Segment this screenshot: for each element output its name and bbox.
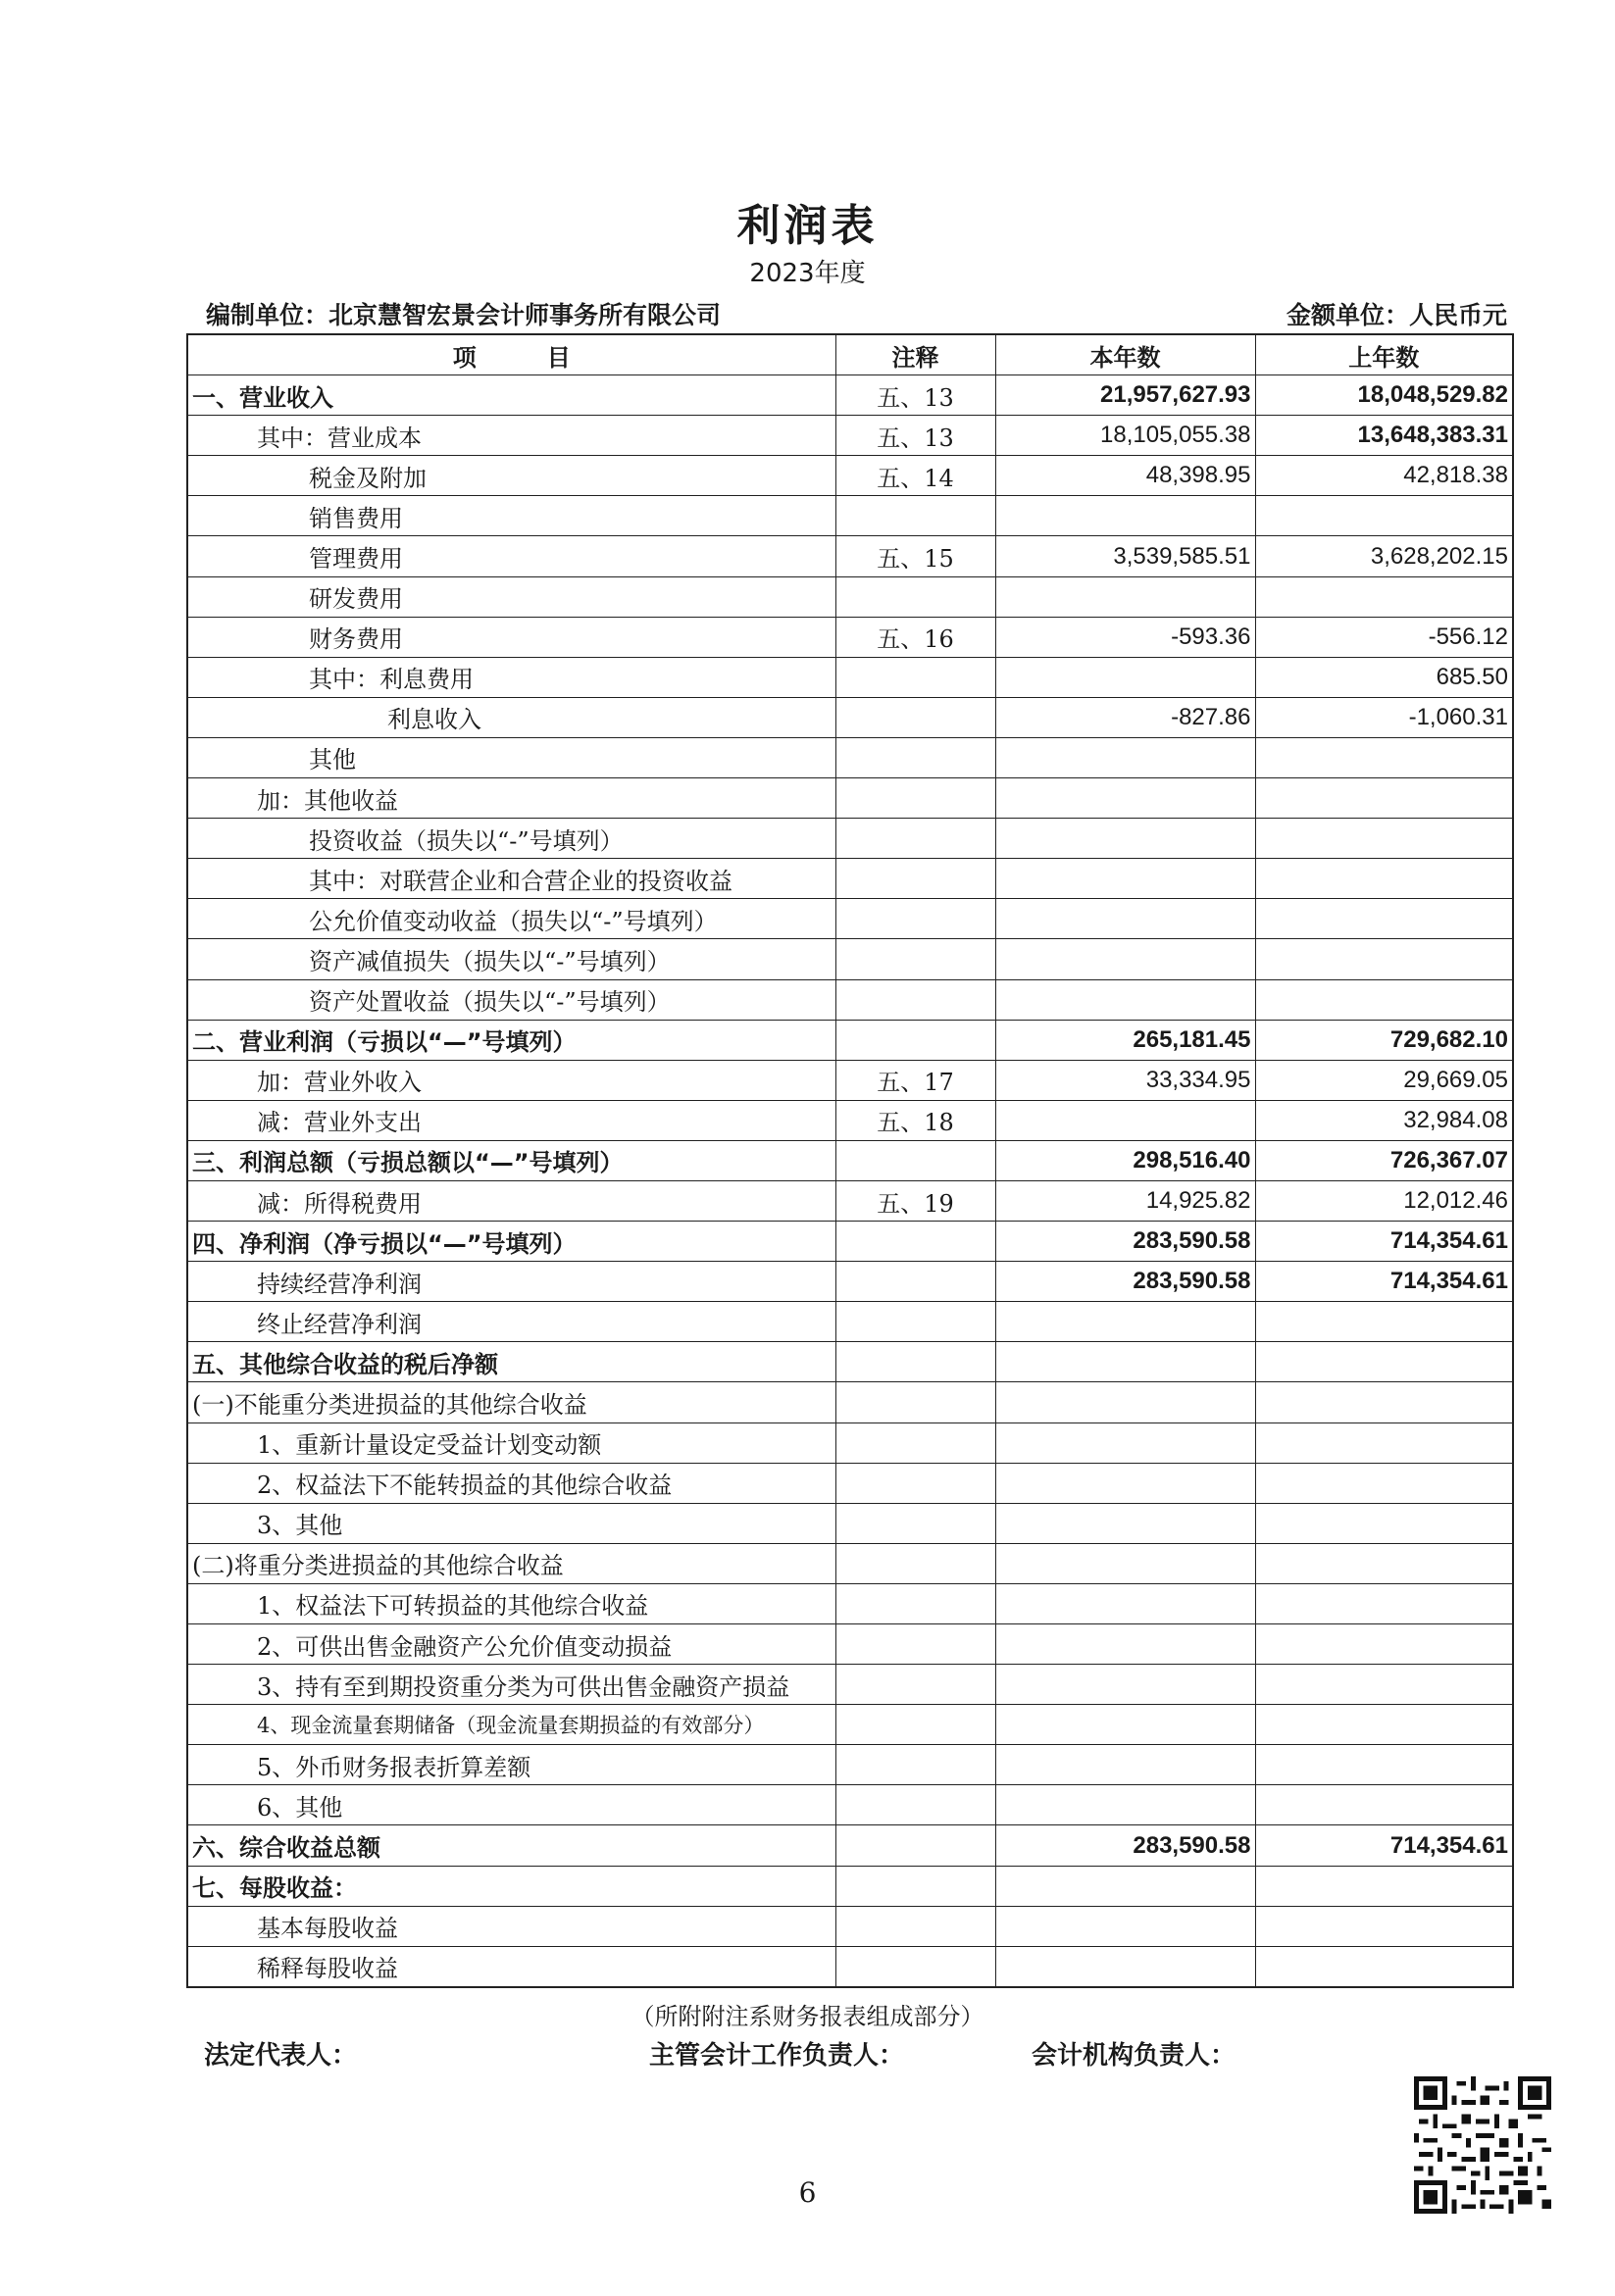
- row-prior-year-value: [1255, 1342, 1513, 1382]
- row-note: [835, 1946, 995, 1987]
- row-note: [835, 1262, 995, 1302]
- table-row: [187, 1906, 1513, 1946]
- row-note: 五、13: [835, 375, 995, 416]
- table-row: [187, 697, 1513, 737]
- row-item-label: 终止经营净利润: [187, 1302, 835, 1342]
- row-note: [835, 1665, 995, 1705]
- row-current-year-value: 21,957,627.93: [995, 375, 1255, 416]
- table-row: [187, 1180, 1513, 1221]
- table-row: [187, 1705, 1513, 1745]
- row-prior-year-value: [1255, 899, 1513, 939]
- row-prior-year-value: 42,818.38: [1255, 456, 1513, 496]
- row-current-year-value: [995, 1543, 1255, 1583]
- row-item-label: 2、权益法下不能转损益的其他综合收益: [187, 1463, 835, 1503]
- row-item-label: 七、每股收益：: [187, 1866, 835, 1906]
- page-title: 利润表: [736, 201, 879, 251]
- row-prior-year-value: 714,354.61: [1255, 1222, 1513, 1262]
- row-prior-year-value: 12,012.46: [1255, 1180, 1513, 1221]
- row-prior-year-value: [1255, 1906, 1513, 1946]
- row-item-label: 六、综合收益总额: [187, 1825, 835, 1866]
- footnote: （所附附注系财务报表组成部分）: [631, 2003, 984, 2030]
- row-item-label: 加：其他收益: [187, 778, 835, 819]
- row-current-year-value: [995, 1785, 1255, 1825]
- row-prior-year-value: [1255, 778, 1513, 819]
- row-note: [835, 496, 995, 536]
- row-prior-year-value: 729,682.10: [1255, 1020, 1513, 1060]
- signature-accounting-head: 会计机构负责人：: [1032, 2041, 1236, 2071]
- row-prior-year-value: [1255, 1665, 1513, 1705]
- table-row: [187, 1866, 1513, 1906]
- row-note: [835, 859, 995, 899]
- row-current-year-value: 283,590.58: [995, 1262, 1255, 1302]
- row-note: [835, 1222, 995, 1262]
- row-prior-year-value: -556.12: [1255, 617, 1513, 657]
- row-item-label: 稀释每股收益: [187, 1946, 835, 1987]
- row-item-label: 其中：利息费用: [187, 657, 835, 697]
- table-row: [187, 1745, 1513, 1785]
- row-current-year-value: 265,181.45: [995, 1020, 1255, 1060]
- row-item-label: 加：营业外收入: [187, 1060, 835, 1100]
- row-item-label: 3、持有至到期投资重分类为可供出售金融资产损益: [187, 1665, 835, 1705]
- row-note: [835, 1624, 995, 1665]
- row-item-label: 公允价值变动收益（损失以“-”号填列）: [187, 899, 835, 939]
- table-row: [187, 1665, 1513, 1705]
- row-note: 五、16: [835, 617, 995, 657]
- row-prior-year-value: 18,048,529.82: [1255, 375, 1513, 416]
- row-item-label: 持续经营净利润: [187, 1262, 835, 1302]
- row-item-label: 利息收入: [187, 697, 835, 737]
- row-current-year-value: [995, 657, 1255, 697]
- row-note: [835, 697, 995, 737]
- row-item-label: 减：营业外支出: [187, 1100, 835, 1140]
- row-note: [835, 1583, 995, 1623]
- table-row: [187, 1222, 1513, 1262]
- row-prior-year-value: [1255, 1423, 1513, 1463]
- report-period: 2023年度: [749, 259, 866, 288]
- row-current-year-value: 33,334.95: [995, 1060, 1255, 1100]
- row-prior-year-value: [1255, 1583, 1513, 1623]
- row-note: [835, 778, 995, 819]
- row-prior-year-value: [1255, 819, 1513, 859]
- row-prior-year-value: [1255, 1382, 1513, 1423]
- row-prior-year-value: 685.50: [1255, 657, 1513, 697]
- row-item-label: 4、现金流量套期储备（现金流量套期损益的有效部分）: [187, 1705, 835, 1745]
- row-current-year-value: [995, 1866, 1255, 1906]
- row-note: [835, 576, 995, 617]
- row-current-year-value: 14,925.82: [995, 1180, 1255, 1221]
- row-prior-year-value: [1255, 1503, 1513, 1543]
- row-prior-year-value: 13,648,383.31: [1255, 416, 1513, 456]
- row-item-label: 1、重新计量设定受益计划变动额: [187, 1423, 835, 1463]
- row-current-year-value: [995, 1624, 1255, 1665]
- income-statement-table: [186, 333, 1514, 1988]
- row-prior-year-value: [1255, 1463, 1513, 1503]
- row-item-label: 二、营业利润（亏损以“—”号填列）: [187, 1020, 835, 1060]
- row-current-year-value: [995, 1906, 1255, 1946]
- row-current-year-value: [995, 1342, 1255, 1382]
- row-current-year-value: 283,590.58: [995, 1222, 1255, 1262]
- table-row: [187, 496, 1513, 536]
- row-note: 五、19: [835, 1180, 995, 1221]
- column-header-current-year: 本年数: [995, 334, 1255, 375]
- table-row: [187, 819, 1513, 859]
- row-prior-year-value: [1255, 1624, 1513, 1665]
- row-note: 五、17: [835, 1060, 995, 1100]
- row-note: [835, 1705, 995, 1745]
- row-item-label: 税金及附加: [187, 456, 835, 496]
- row-current-year-value: -827.86: [995, 697, 1255, 737]
- table-header-row: [187, 334, 1513, 375]
- table-row: [187, 1262, 1513, 1302]
- row-current-year-value: [995, 1100, 1255, 1140]
- table-row: [187, 1100, 1513, 1140]
- table-row: [187, 979, 1513, 1020]
- row-item-label: 其他: [187, 737, 835, 777]
- row-item-label: 管理费用: [187, 536, 835, 576]
- currency-unit-label: 金额单位：人民币元: [1286, 301, 1507, 329]
- row-item-label: 其中：营业成本: [187, 416, 835, 456]
- column-header-note: 注释: [835, 334, 995, 375]
- row-note: [835, 1825, 995, 1866]
- row-item-label: 5、外币财务报表折算差额: [187, 1745, 835, 1785]
- row-prior-year-value: -1,060.31: [1255, 697, 1513, 737]
- row-item-label: 3、其他: [187, 1503, 835, 1543]
- row-item-label: 投资收益（损失以“-”号填列）: [187, 819, 835, 859]
- row-item-label: 资产减值损失（损失以“-”号填列）: [187, 939, 835, 979]
- table-row: [187, 1140, 1513, 1180]
- table-row: [187, 1825, 1513, 1866]
- row-current-year-value: [995, 1665, 1255, 1705]
- preparer-label: 编制单位：北京慧智宏景会计师事务所有限公司: [206, 301, 722, 329]
- signature-legal-representative: 法定代表人：: [204, 2041, 358, 2071]
- row-prior-year-value: 32,984.08: [1255, 1100, 1513, 1140]
- row-item-label: (一)不能重分类进损益的其他综合收益: [187, 1382, 835, 1423]
- row-item-label: 其中：对联营企业和合营企业的投资收益: [187, 859, 835, 899]
- row-current-year-value: [995, 1503, 1255, 1543]
- table-row: [187, 1946, 1513, 1987]
- row-note: [835, 899, 995, 939]
- row-note: [835, 737, 995, 777]
- row-item-label: (二)将重分类进损益的其他综合收益: [187, 1543, 835, 1583]
- row-item-label: 研发费用: [187, 576, 835, 617]
- table-row: [187, 416, 1513, 456]
- row-prior-year-value: 714,354.61: [1255, 1825, 1513, 1866]
- table-row: [187, 859, 1513, 899]
- row-prior-year-value: [1255, 1543, 1513, 1583]
- row-note: [835, 979, 995, 1020]
- table-row: [187, 1302, 1513, 1342]
- row-prior-year-value: [1255, 1946, 1513, 1987]
- row-item-label: 财务费用: [187, 617, 835, 657]
- table-row: [187, 1342, 1513, 1382]
- row-note: 五、14: [835, 456, 995, 496]
- row-note: [835, 1423, 995, 1463]
- row-note: 五、13: [835, 416, 995, 456]
- row-item-label: 五、其他综合收益的税后净额: [187, 1342, 835, 1382]
- row-prior-year-value: 726,367.07: [1255, 1140, 1513, 1180]
- table-row: [187, 536, 1513, 576]
- row-prior-year-value: [1255, 979, 1513, 1020]
- row-prior-year-value: [1255, 496, 1513, 536]
- column-header-prior-year: 上年数: [1255, 334, 1513, 375]
- table-row: [187, 1463, 1513, 1503]
- row-prior-year-value: 29,669.05: [1255, 1060, 1513, 1100]
- table-row: [187, 456, 1513, 496]
- page-number: 6: [798, 2176, 817, 2209]
- row-prior-year-value: 3,628,202.15: [1255, 536, 1513, 576]
- row-current-year-value: [995, 1423, 1255, 1463]
- table-row: [187, 1543, 1513, 1583]
- table-row: [187, 737, 1513, 777]
- table-row: [187, 1423, 1513, 1463]
- signature-accounting-supervisor: 主管会计工作负责人：: [649, 2041, 905, 2071]
- row-current-year-value: [995, 1705, 1255, 1745]
- table-row: [187, 1060, 1513, 1100]
- row-current-year-value: [995, 576, 1255, 617]
- row-note: [835, 1342, 995, 1382]
- row-item-label: 资产处置收益（损失以“-”号填列）: [187, 979, 835, 1020]
- row-current-year-value: [995, 1463, 1255, 1503]
- table-row: [187, 939, 1513, 979]
- row-note: [835, 1020, 995, 1060]
- row-note: [835, 657, 995, 697]
- row-current-year-value: [995, 979, 1255, 1020]
- row-note: [835, 1382, 995, 1423]
- row-item-label: 四、净利润（净亏损以“—”号填列）: [187, 1222, 835, 1262]
- table-row: [187, 1503, 1513, 1543]
- row-item-label: 一、营业收入: [187, 375, 835, 416]
- table-row: [187, 1020, 1513, 1060]
- column-header-item: 项 目: [187, 334, 835, 375]
- row-prior-year-value: [1255, 737, 1513, 777]
- row-prior-year-value: [1255, 1705, 1513, 1745]
- row-item-label: 6、其他: [187, 1785, 835, 1825]
- row-current-year-value: [995, 859, 1255, 899]
- row-current-year-value: [995, 939, 1255, 979]
- row-prior-year-value: [1255, 859, 1513, 899]
- table-body: [187, 375, 1513, 1987]
- row-item-label: 销售费用: [187, 496, 835, 536]
- row-note: [835, 1302, 995, 1342]
- row-current-year-value: [995, 899, 1255, 939]
- row-prior-year-value: [1255, 1785, 1513, 1825]
- row-prior-year-value: [1255, 939, 1513, 979]
- row-prior-year-value: [1255, 1302, 1513, 1342]
- row-current-year-value: [995, 1302, 1255, 1342]
- table-row: [187, 1382, 1513, 1423]
- row-item-label: 三、利润总额（亏损总额以“—”号填列）: [187, 1140, 835, 1180]
- row-note: [835, 1785, 995, 1825]
- row-current-year-value: [995, 778, 1255, 819]
- row-item-label: 1、权益法下可转损益的其他综合收益: [187, 1583, 835, 1623]
- row-note: [835, 1543, 995, 1583]
- row-prior-year-value: [1255, 1745, 1513, 1785]
- row-current-year-value: [995, 819, 1255, 859]
- row-note: [835, 1503, 995, 1543]
- row-note: 五、15: [835, 536, 995, 576]
- row-current-year-value: [995, 1946, 1255, 1987]
- row-current-year-value: 283,590.58: [995, 1825, 1255, 1866]
- row-current-year-value: [995, 496, 1255, 536]
- row-note: [835, 1745, 995, 1785]
- row-note: [835, 1906, 995, 1946]
- row-item-label: 基本每股收益: [187, 1906, 835, 1946]
- row-current-year-value: [995, 737, 1255, 777]
- row-current-year-value: [995, 1382, 1255, 1423]
- table-row: [187, 1785, 1513, 1825]
- row-prior-year-value: [1255, 576, 1513, 617]
- table-row: [187, 617, 1513, 657]
- row-note: [835, 1866, 995, 1906]
- row-note: [835, 1140, 995, 1180]
- table-row: [187, 375, 1513, 416]
- table-row: [187, 1583, 1513, 1623]
- table-row: [187, 657, 1513, 697]
- table-row: [187, 576, 1513, 617]
- table-row: [187, 1624, 1513, 1665]
- row-prior-year-value: 714,354.61: [1255, 1262, 1513, 1302]
- row-item-label: 减：所得税费用: [187, 1180, 835, 1221]
- table-row: [187, 778, 1513, 819]
- row-current-year-value: -593.36: [995, 617, 1255, 657]
- row-current-year-value: [995, 1583, 1255, 1623]
- row-current-year-value: 298,516.40: [995, 1140, 1255, 1180]
- row-note: 五、18: [835, 1100, 995, 1140]
- table-row: [187, 899, 1513, 939]
- row-current-year-value: 48,398.95: [995, 456, 1255, 496]
- row-current-year-value: 18,105,055.38: [995, 416, 1255, 456]
- row-note: [835, 939, 995, 979]
- row-prior-year-value: [1255, 1866, 1513, 1906]
- row-current-year-value: [995, 1745, 1255, 1785]
- row-current-year-value: 3,539,585.51: [995, 536, 1255, 576]
- row-note: [835, 819, 995, 859]
- row-item-label: 2、可供出售金融资产公允价值变动损益: [187, 1624, 835, 1665]
- row-note: [835, 1463, 995, 1503]
